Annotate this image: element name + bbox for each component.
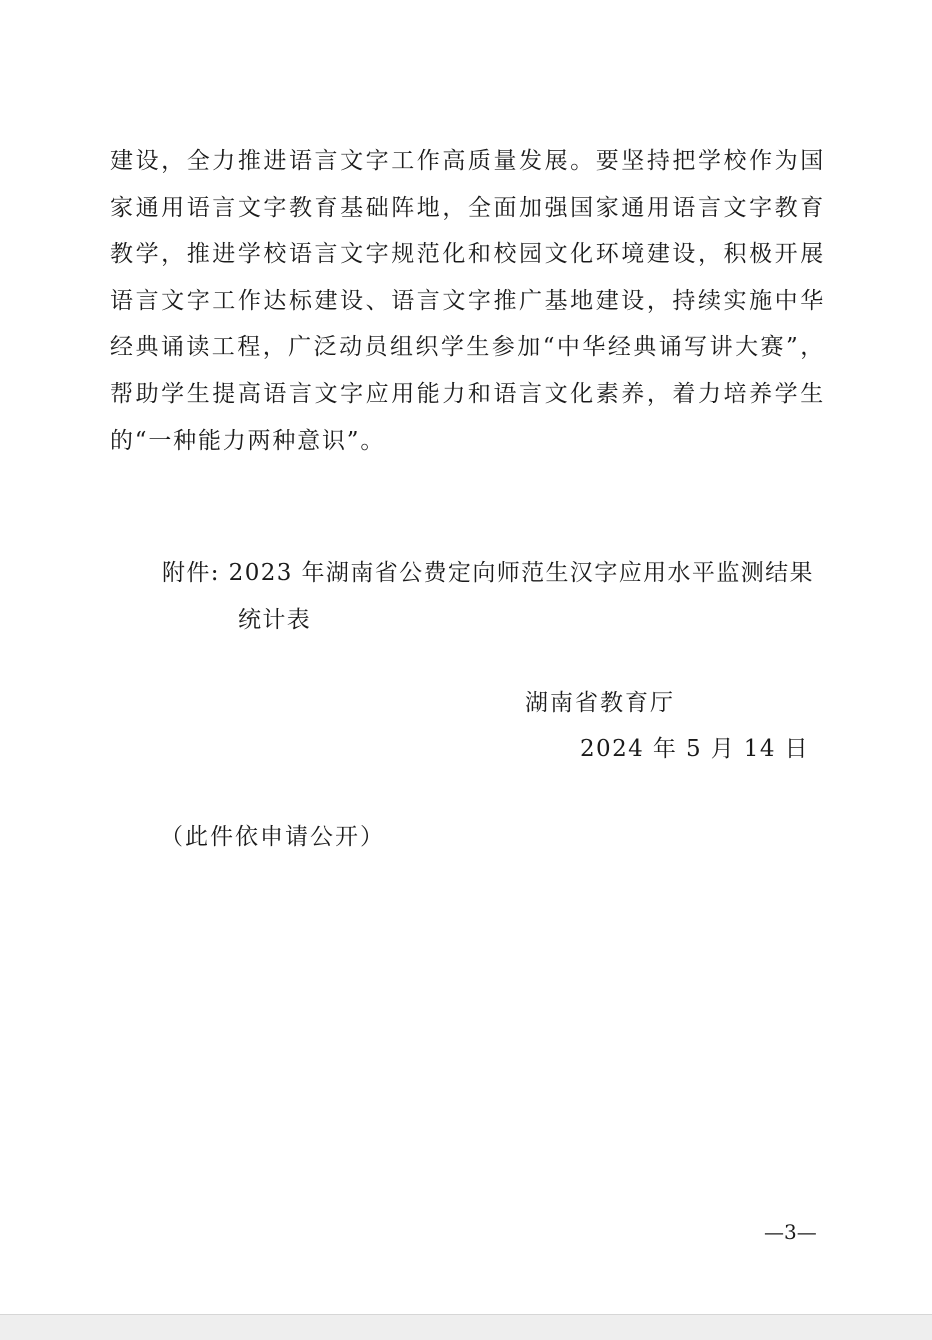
attachment-block (162, 550, 827, 644)
issuing-organization: 湖南省教育厅 (525, 690, 675, 716)
issue-date: 2024 年 5 月 14 日 (580, 736, 809, 762)
viewer-bottom-strip (0, 1314, 932, 1340)
body-paragraph: 建设，全力推进语言文字工作高质量发展。要坚持把学校作为国家通用语言文字教育基础阵地，全面加强国家通用语言文字教育教学，推进学校语言文字规范化和校园文化环境建设，积极开展语言文字工作达标建设、语言文字推广基地建设，持续实施中华经典诵读工程，广泛动员组织学生参加“中华经典诵写讲大赛”，帮助学生提高语言文字应用能力和语言文化素养，着力培养学生的“一种能力两种意识”。 (110, 148, 825, 454)
disclosure-note: （此件依申请公开） (160, 824, 385, 850)
page-number: —3— (764, 1220, 817, 1244)
attachment-title-line1: 2023 年湖南省公费定向师范生汉字应用水平监测结果 (228, 560, 814, 586)
attachment-label: 附件: (162, 560, 229, 586)
attachment-title-line2: 统计表 (238, 607, 312, 633)
